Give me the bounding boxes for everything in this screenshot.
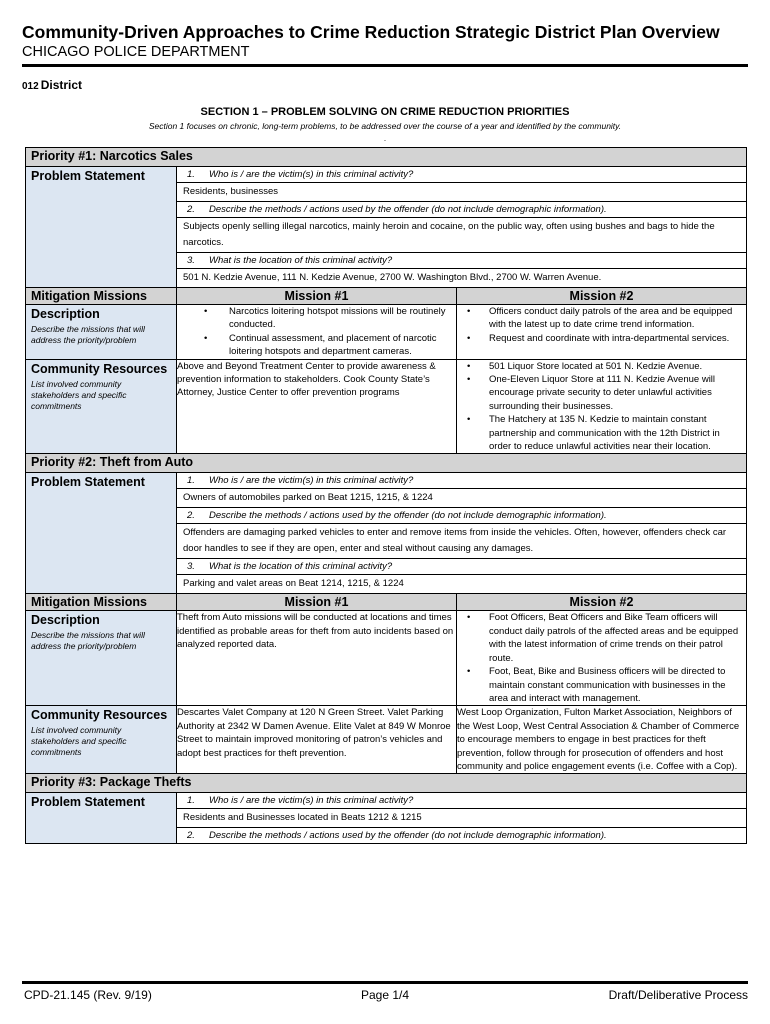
section-heading: SECTION 1 – PROBLEM SOLVING ON CRIME REDUCTION PRIORITIES	[200, 106, 570, 118]
question-number: 1.	[187, 795, 195, 807]
mission1-resources: Descartes Valet Company at 120 N Green Street. Valet Parking Authority at 2342 W Damen Avenue. Elite Valet at 849 W Monroe Street to maintain improved monitoring of patron’s vehicles and adopt best practices for theft prevention.	[177, 706, 457, 774]
district-number: 012	[22, 81, 39, 92]
problem-statement-label-cell	[26, 793, 177, 844]
list-item: • Officers conduct daily patrols of the area and be equipped with the latest up to date crime trend information.	[457, 305, 740, 332]
priority-row	[26, 148, 747, 167]
community-resources-row	[26, 706, 747, 774]
question-text: Describe the methods / actions used by the offender (do not include demographic information).	[209, 830, 607, 842]
list-item: • Narcotics loitering hotspot missions will be routinely conducted.	[177, 305, 450, 332]
problem-statement-content	[177, 167, 747, 288]
question-number: 1.	[187, 169, 195, 180]
mitigation-missions-label: Mitigation Missions	[26, 594, 177, 611]
document-status: Draft/Deliberative Process	[608, 988, 748, 1002]
missions-header-row	[26, 288, 747, 305]
missions-header-row	[26, 594, 747, 611]
question-text: What is the location of this criminal activity?	[209, 255, 393, 266]
mission2-resources	[457, 359, 747, 454]
list-item: • Continual assessment, and placement of narcotic loitering hotspots and department cameras.	[177, 332, 450, 359]
department-name: CHICAGO POLICE DEPARTMENT	[22, 44, 250, 60]
mission2-header: Mission #2	[457, 594, 747, 611]
question-methods	[177, 828, 746, 843]
list-item: • Foot Officers, Beat Officers and Bike Team officers will conduct daily patrols of the affected areas and be equipped with the latest information of crime trends on their patrol route.	[457, 611, 740, 665]
question-number: 2.	[187, 830, 195, 842]
community-resources-label-cell	[26, 359, 177, 454]
description-hint: Describe the missions that will address the priority/problem	[31, 324, 145, 345]
question-text: Describe the methods / actions used by the offender (do not include demographic information).	[209, 510, 607, 522]
question-number: 2.	[187, 510, 195, 522]
question-methods	[177, 202, 746, 218]
question-victims	[177, 473, 746, 489]
document-title: Community-Driven Approaches to Crime Reduction Strategic District Plan Overview	[22, 22, 720, 42]
problem-statement-label: Problem Statement	[31, 475, 145, 490]
list-item: • Foot, Beat, Bike and Business officers will be directed to maintain constant communication with businesses in the area and interact with management.	[457, 665, 740, 705]
question-number: 2.	[187, 204, 195, 215]
section-description: Section 1 focuses on chronic, long-term problems, to be addressed over the course of a year and identified by the community.	[148, 121, 622, 131]
problem-statement-label-cell	[26, 167, 177, 288]
community-resources-hint: List involved community stakeholders and specific commitments	[31, 725, 127, 758]
question-number: 3.	[187, 561, 195, 573]
section-dot: .	[383, 134, 387, 143]
priorities-table	[25, 147, 747, 844]
mission1-header: Mission #1	[177, 288, 457, 305]
problem-statement-row	[26, 167, 747, 288]
answer-victims: Residents and Businesses located in Beats 1212 & 1215	[177, 809, 746, 828]
question-text: Who is / are the victim(s) in this criminal activity?	[209, 169, 414, 180]
header-divider	[22, 64, 748, 67]
mission2-description	[457, 305, 747, 360]
description-row	[26, 305, 747, 360]
mission1-resources: Above and Beyond Treatment Center to provide awareness & prevention information to stakeholders. Cook County State’s Attorney, Justice Center to offer prevention programs	[177, 359, 457, 454]
form-id: CPD-21.145 (Rev. 9/19)	[24, 988, 152, 1002]
problem-statement-content	[177, 793, 747, 844]
question-text: Who is / are the victim(s) in this criminal activity?	[209, 795, 414, 807]
question-location	[177, 253, 746, 269]
mission2-description	[457, 611, 747, 706]
community-resources-row	[26, 359, 747, 454]
district-label	[22, 78, 82, 92]
problem-statement-label: Problem Statement	[31, 169, 145, 183]
mitigation-missions-label: Mitigation Missions	[26, 288, 177, 305]
problem-statement-label: Problem Statement	[31, 795, 145, 810]
list-item: • One-Eleven Liquor Store at 111 N. Kedzie Avenue will encourage private security to deter unlawful activities surrounding their businesses.	[457, 373, 740, 413]
question-victims	[177, 793, 746, 809]
list-item: • The Hatchery at 135 N. Kedzie to maintain constant partnership and communication with the 12th District in order to reduce unlawful activities near their location.	[457, 413, 740, 453]
community-resources-label-cell	[26, 706, 177, 774]
answer-location: 501 N. Kedzie Avenue, 111 N. Kedzie Avenue, 2700 W. Washington Blvd., 2700 W. Warren Avenue.	[183, 272, 602, 283]
question-number: 1.	[187, 475, 195, 487]
community-resources-label: Community Resources	[31, 361, 168, 376]
problem-statement-content	[177, 473, 747, 594]
district-word: District	[40, 78, 83, 92]
mission2-resources: West Loop Organization, Fulton Market Association, Neighbors of the West Loop, West Central Association & Chamber of Commerce to encourage members to engage in best practices for theft prevention, follow through for prosecution of offenders and host community and police engagement events (i.e. Coffee with a Cop).	[457, 706, 747, 774]
description-label: Description	[31, 613, 100, 628]
priority-row	[26, 774, 747, 793]
answer-victims: Residents, businesses	[177, 183, 746, 202]
priority-title: Priority #2: Theft from Auto	[26, 454, 747, 473]
community-resources-label: Community Resources	[31, 708, 168, 723]
problem-statement-row	[26, 793, 747, 844]
priority-row	[26, 454, 747, 473]
description-label-cell	[26, 611, 177, 706]
community-resources-hint: List involved community stakeholders and specific commitments	[31, 378, 127, 411]
list-item: • 501 Liquor Store located at 501 N. Kedzie Avenue.	[457, 360, 740, 373]
question-victims	[177, 167, 746, 183]
footer-divider	[22, 981, 748, 984]
priority-title: Priority #3: Package Thefts	[26, 774, 747, 793]
mission1-description: Theft from Auto missions will be conducted at locations and times identified as probable areas for theft from auto incidents based on analyzed reported data.	[177, 611, 457, 706]
mission1-header: Mission #1	[177, 594, 457, 611]
description-hint: Describe the missions that will address the priority/problem	[31, 630, 145, 652]
description-label: Description	[31, 307, 100, 321]
problem-statement-label-cell	[26, 473, 177, 594]
mission1-description	[177, 305, 457, 360]
description-label-cell	[26, 305, 177, 360]
list-item: • Request and coordinate with intra-departmental services.	[457, 332, 740, 345]
answer-location: Parking and valet areas on Beat 1214, 1215, & 1224	[183, 578, 404, 590]
answer-victims: Owners of automobiles parked on Beat 1215, 1215, & 1224	[177, 489, 746, 508]
question-text: Describe the methods / actions used by the offender (do not include demographic information).	[209, 204, 607, 215]
answer-methods: Subjects openly selling illegal narcotics, mainly heroin and cocaine, on the public way, often using bushes and bags to hide the narcotics.	[177, 218, 746, 253]
description-row	[26, 611, 747, 706]
question-location	[177, 559, 746, 575]
question-text: Who is / are the victim(s) in this criminal activity?	[209, 475, 414, 487]
answer-methods: Offenders are damaging parked vehicles to enter and remove items from inside the vehicles. Often, however, offenders check car door handles to see if they are open, enter and steal without causing any damages.	[177, 524, 746, 559]
question-number: 3.	[187, 255, 195, 266]
page-number: Page 1/4	[360, 988, 410, 1002]
priority-title: Priority #1: Narcotics Sales	[26, 148, 747, 167]
problem-statement-row	[26, 473, 747, 594]
question-methods	[177, 508, 746, 524]
mission2-header: Mission #2	[457, 288, 747, 305]
question-text: What is the location of this criminal activity?	[209, 561, 393, 573]
